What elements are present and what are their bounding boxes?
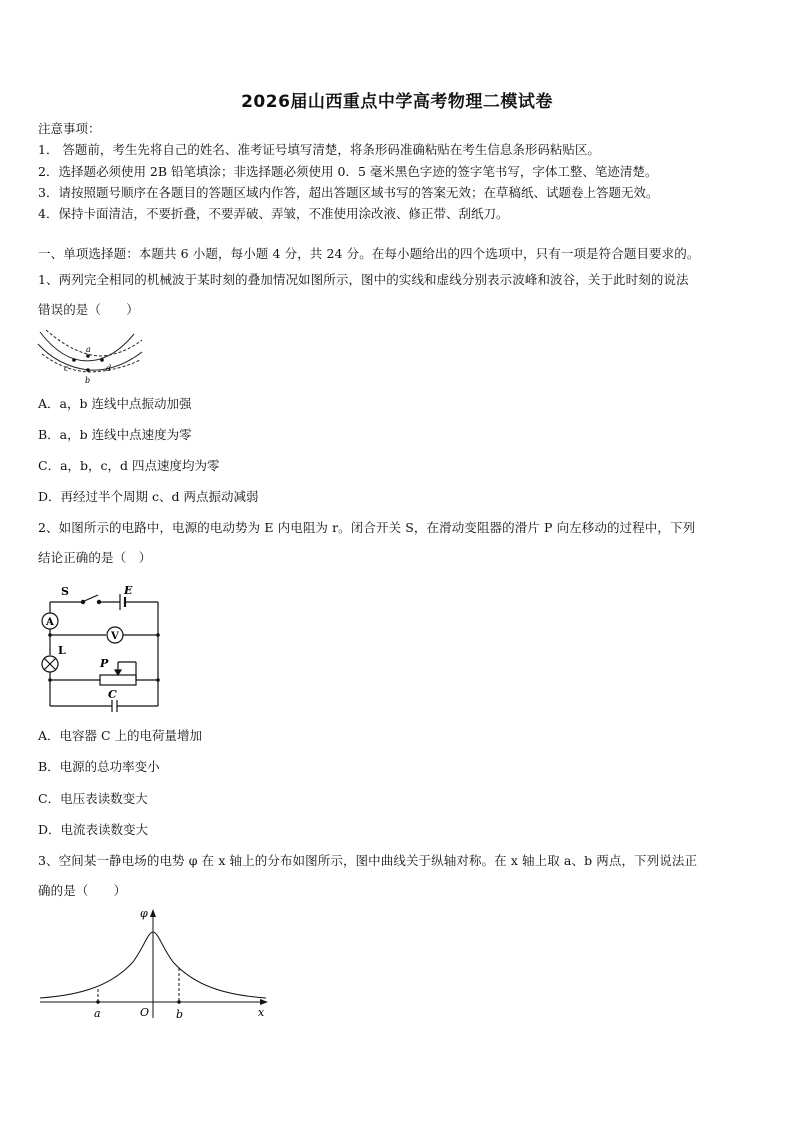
- fig-label-switch: S: [61, 585, 69, 598]
- question-2-text: 2、如图所示的电路中，电源的电动势为 E 内电阻为 r。闭合开关 S，在滑动变阻器的滑片 P 向左移动的过程中，下列: [38, 520, 696, 535]
- potential-graph-figure: [36, 902, 276, 1022]
- point-label-b: b: [176, 1008, 184, 1021]
- wave-interference-figure: [36, 326, 146, 386]
- fig-label-lamp: L: [58, 644, 66, 657]
- option-text: A．电容器 C 上的电荷量增加: [38, 728, 203, 743]
- notice-item: 4．保持卡面清洁，不要折叠，不要弄破、弄皱，不准使用涂改液、修正带、刮纸刀。: [38, 206, 509, 221]
- option-text: B．电源的总功率变小: [38, 759, 160, 774]
- option-text: A．a，b 连线中点振动加强: [38, 396, 192, 411]
- voltmeter-icon: V: [111, 631, 119, 642]
- question-3-text: 3、空间某一静电场的电势 φ 在 x 轴上的分布如图所示，图中曲线关于纵轴对称。在 x 轴上取 a、b 两点，下列说法正: [38, 853, 698, 868]
- fig-label-emf: E: [124, 584, 133, 597]
- question-1-text: 1、两列完全相同的机械波于某时刻的叠加情况如图所示，图中的实线和虚线分别表示波峰和波谷，关于此时刻的说法: [38, 272, 689, 287]
- question-2-text-cont: 结论正确的是（ ）: [38, 550, 152, 565]
- notice-item: 2．选择题必须使用 2B 铅笔填涂；非选择题必须使用 0．5 毫米黑色字迹的签字笔书写，字体工整、笔迹清楚。: [38, 164, 658, 179]
- circuit-figure: [36, 582, 166, 717]
- notice-item: 3．请按照题号顺序在各题目的答题区域内作答，超出答题区域书写的答案无效；在草稿纸、试题卷上答题无效。: [38, 185, 659, 200]
- option-text: B．a，b 连线中点速度为零: [38, 427, 192, 442]
- ammeter-icon: A: [46, 617, 54, 628]
- option-text: D．电流表读数变大: [38, 822, 149, 837]
- fig-label-a: a: [86, 345, 91, 354]
- notice-item: 1． 答题前，考生先将自己的姓名、准考证号填写清楚，将条形码准确粘贴在考生信息条形码粘贴区。: [38, 142, 600, 157]
- axis-label-x: x: [258, 1006, 265, 1019]
- origin-label: O: [140, 1006, 150, 1019]
- question-3-text-cont: 确的是（ ）: [38, 883, 127, 898]
- page-title: 2026届山西重点中学高考物理二模试卷: [241, 92, 553, 112]
- section-heading: 一、单项选择题：本题共 6 小题，每小题 4 分，共 24 分。在每小题给出的四个选项中，只有一项是符合题目要求的。: [38, 246, 700, 261]
- option-text: C．a，b，c，d 四点速度均为零: [38, 458, 220, 473]
- question-1-text-cont: 错误的是（ ）: [38, 302, 139, 317]
- fig-label-c: c: [64, 364, 69, 373]
- option-text: C．电压表读数变大: [38, 791, 148, 806]
- point-label-a: a: [94, 1007, 101, 1020]
- notice-heading: 注意事项：: [38, 121, 101, 136]
- axis-label-phi: φ: [140, 907, 148, 920]
- fig-label-capacitor: C: [108, 688, 117, 701]
- fig-label-b: b: [85, 376, 91, 385]
- fig-label-d: d: [106, 364, 112, 373]
- fig-label-slider: P: [100, 657, 109, 670]
- option-text: D．再经过半个周期 c、d 两点振动减弱: [38, 489, 259, 504]
